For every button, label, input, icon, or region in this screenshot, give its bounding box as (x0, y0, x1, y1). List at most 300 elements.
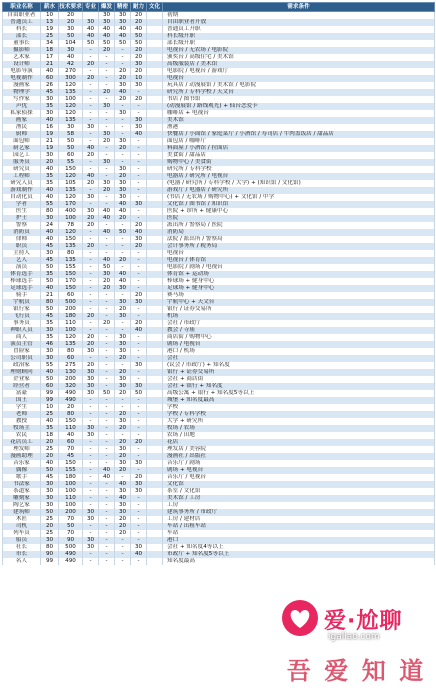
stat-cell (147, 313, 163, 320)
stat-cell: - (131, 432, 147, 439)
stat-cell: 30 (83, 124, 99, 131)
table-row (3, 453, 435, 460)
stat-cell: 20 (131, 19, 147, 26)
table-row (3, 89, 435, 96)
stat-cell: 30 (83, 376, 99, 383)
condition-cell: 美术馆 (163, 117, 435, 124)
column-header: 耐力 (131, 3, 147, 12)
stat-cell (147, 257, 163, 264)
condition-cell: 部长级升职 (163, 40, 435, 47)
stat-cell: - (99, 61, 115, 68)
stat-cell (147, 103, 163, 110)
stat-cell: - (83, 96, 99, 103)
stat-cell: 30 (59, 124, 83, 131)
job-name-cell: 电影导演 (3, 68, 41, 75)
table-row (3, 117, 435, 124)
table-body (3, 12, 435, 566)
header-row (3, 3, 435, 12)
stat-cell: - (99, 425, 115, 432)
stat-cell: - (131, 250, 147, 257)
condition-cell: 咖啡店 + 电视台 (163, 110, 435, 117)
stat-cell (147, 152, 163, 159)
table-row (3, 180, 435, 187)
table-row (3, 488, 435, 495)
stat-cell: 170 (59, 201, 83, 208)
stat-cell: 10 (41, 404, 59, 411)
stat-cell: - (131, 257, 147, 264)
stat-cell: 150 (59, 418, 83, 425)
stat-cell (147, 439, 163, 446)
stat-cell: 104 (59, 40, 83, 47)
stat-cell: 70 (59, 446, 83, 453)
stat-cell (147, 250, 163, 257)
stat-cell: 18 (41, 47, 59, 54)
stat-cell: - (131, 145, 147, 152)
stat-cell: 40 (41, 460, 59, 467)
stat-cell: - (131, 509, 147, 516)
stat-cell: - (115, 558, 131, 565)
stat-cell: 30 (83, 544, 99, 551)
stat-cell: - (99, 516, 115, 523)
condition-cell: 美食街 / 甜品店 (163, 152, 435, 159)
table-row (3, 299, 435, 306)
stat-cell: - (83, 530, 99, 537)
stat-cell: 40 (131, 327, 147, 334)
stat-cell: - (83, 278, 99, 285)
stat-cell: 20 (59, 404, 83, 411)
stat-cell: - (115, 537, 131, 544)
stat-cell: 180 (59, 474, 83, 481)
stat-cell: - (99, 551, 115, 558)
job-name-cell: 牧场主 (3, 425, 41, 432)
stat-cell: 35 (41, 173, 59, 180)
condition-cell: 学校 (163, 404, 435, 411)
table-row (3, 40, 435, 47)
table-row (3, 159, 435, 166)
condition-cell: 茶室 / 文化馆 (163, 488, 435, 495)
condition-cell: 会社 / 市政厅 (163, 320, 435, 327)
job-name-cell: 声优 (3, 103, 41, 110)
stat-cell: - (131, 397, 147, 404)
table-row (3, 474, 435, 481)
stat-cell (147, 124, 163, 131)
table-row (3, 257, 435, 264)
job-name-cell: 国王 (3, 397, 41, 404)
stat-cell: 40 (115, 278, 131, 285)
stat-cell: - (83, 47, 99, 54)
job-name-cell: 消防员 (3, 229, 41, 236)
job-name-cell: 普通员工 (3, 19, 41, 26)
stat-cell: - (115, 103, 131, 110)
stat-cell: 25 (41, 411, 59, 418)
table-row (3, 481, 435, 488)
stat-cell: 40 (59, 54, 83, 61)
stat-cell: - (83, 453, 99, 460)
stat-cell (147, 558, 163, 565)
stat-cell: - (83, 320, 99, 327)
stat-cell (147, 138, 163, 145)
stat-cell: 100 (59, 327, 83, 334)
condition-cell: (议会 / 市政厅) + 知名度 (163, 362, 435, 369)
stat-cell: - (131, 341, 147, 348)
table-row (3, 362, 435, 369)
job-name-cell: 律师 (3, 236, 41, 243)
stat-cell (147, 334, 163, 341)
stat-cell: 40 (99, 257, 115, 264)
stat-cell: 20 (131, 320, 147, 327)
table-row (3, 285, 435, 292)
condition-cell: 研究所 / 专科学校 (163, 166, 435, 173)
stat-cell: 70 (59, 530, 83, 537)
stat-cell: - (83, 495, 99, 502)
stat-cell: 50 (115, 40, 131, 47)
stat-cell: - (83, 397, 99, 404)
condition-cell: 电器店 / 研究所 / 电视台 (163, 173, 435, 180)
stat-cell: - (115, 47, 131, 54)
stat-cell: - (99, 96, 115, 103)
stat-cell: 20 (131, 222, 147, 229)
stat-cell: 20 (115, 96, 131, 103)
stat-cell: 20 (131, 47, 147, 54)
stat-cell: - (83, 166, 99, 173)
stat-cell: 270 (59, 68, 83, 75)
watermark-char: 爱 (324, 656, 349, 685)
stat-cell: 490 (59, 551, 83, 558)
stat-cell (147, 432, 163, 439)
table-row (3, 47, 435, 54)
watermark-char: 道 (399, 656, 424, 685)
stat-cell: 20 (131, 474, 147, 481)
stat-cell: 500 (59, 299, 83, 306)
heart-logo-icon (280, 598, 320, 638)
stat-cell: - (131, 215, 147, 222)
job-name-cell: 建筑师 (3, 509, 41, 516)
stat-cell (147, 369, 163, 376)
stat-cell: 30 (115, 383, 131, 390)
table-row (3, 26, 435, 33)
condition-cell: 医院 (163, 215, 435, 222)
stat-cell: - (115, 474, 131, 481)
table-row (3, 68, 435, 75)
stat-cell: 50 (41, 376, 59, 383)
job-name-cell: 渔民 (3, 124, 41, 131)
stat-cell: 50 (41, 264, 59, 271)
stat-cell: - (83, 257, 99, 264)
stat-cell: 30 (41, 348, 59, 355)
stat-cell: 17 (41, 54, 59, 61)
stat-cell: - (131, 264, 147, 271)
column-header: 爆发 (99, 3, 115, 12)
stat-cell (147, 33, 163, 40)
stat-cell: 70 (59, 516, 83, 523)
stat-cell: - (99, 530, 115, 537)
job-name-cell: 董事长 (3, 40, 41, 47)
stat-cell: 50 (59, 145, 83, 152)
table-row (3, 33, 435, 40)
table-row (3, 152, 435, 159)
stat-cell: 30 (115, 285, 131, 292)
stat-cell: - (99, 124, 115, 131)
stat-cell: - (115, 54, 131, 61)
stat-cell: - (99, 54, 115, 61)
stat-cell: - (131, 89, 147, 96)
stat-cell: 20 (115, 439, 131, 446)
stat-cell (147, 222, 163, 229)
table-row (3, 502, 435, 509)
stat-cell: 45 (41, 243, 59, 250)
stat-cell: - (83, 250, 99, 257)
stat-cell: 30 (83, 516, 99, 523)
stat-cell: 40 (41, 68, 59, 75)
stat-cell: 120 (59, 82, 83, 89)
job-name-cell: 社长 (3, 544, 41, 551)
stat-cell: 40 (115, 201, 131, 208)
stat-cell: - (83, 89, 99, 96)
stat-cell: 99 (41, 558, 59, 565)
stat-cell (147, 187, 163, 194)
job-name-cell: 电视制作 (3, 75, 41, 82)
stat-cell (147, 481, 163, 488)
stat-cell: - (115, 397, 131, 404)
stat-cell (147, 166, 163, 173)
stat-cell (147, 180, 163, 187)
stat-cell: 90 (59, 537, 83, 544)
stat-cell: 30 (83, 208, 99, 215)
stat-cell: - (83, 68, 99, 75)
job-name-cell: 演员 (3, 264, 41, 271)
stat-cell: - (131, 103, 147, 110)
condition-cell: 玩具店 / 动漫展馆 / 美术馆 / 电影院 (163, 82, 435, 89)
stat-cell (147, 110, 163, 117)
stat-cell: 90 (41, 551, 59, 558)
stat-cell: 40 (41, 285, 59, 292)
stat-cell: 30 (41, 502, 59, 509)
job-name-cell: 写作家 (3, 96, 41, 103)
stat-cell: - (83, 467, 99, 474)
stat-cell: 40 (131, 26, 147, 33)
stat-cell (147, 40, 163, 47)
table-row (3, 82, 435, 89)
stat-cell: - (131, 502, 147, 509)
job-name-cell: 音乐家 (3, 460, 41, 467)
job-name-cell: 研究人员 (3, 180, 41, 187)
job-name-cell: 雕刻家 (3, 495, 41, 502)
stat-cell: 50 (41, 278, 59, 285)
table-row (3, 495, 435, 502)
stat-cell: 20 (115, 257, 131, 264)
stat-cell: - (83, 271, 99, 278)
condition-cell: 剧场 + 电视台 (163, 467, 435, 474)
job-name-cell: 木匠 (3, 516, 41, 523)
table-row (3, 320, 435, 327)
stat-cell: 20 (99, 138, 115, 145)
condition-cell: 音乐厅 / 电视台 (163, 474, 435, 481)
stat-cell (147, 446, 163, 453)
job-name-cell: 陶艺家 (3, 502, 41, 509)
stat-cell: 30 (115, 502, 131, 509)
stat-cell: - (83, 54, 99, 61)
stat-cell: 30 (83, 19, 99, 26)
stat-cell: - (99, 537, 115, 544)
stat-cell: 130 (59, 369, 83, 376)
stat-cell: 30 (115, 341, 131, 348)
stat-cell: 30 (41, 110, 59, 117)
column-header: 薪水 (41, 3, 59, 12)
stat-cell: 30 (115, 110, 131, 117)
stat-cell: 18 (41, 432, 59, 439)
stat-cell: 30 (83, 432, 99, 439)
stat-cell: - (131, 369, 147, 376)
watermark (280, 596, 430, 686)
job-name-cell: 神职人员 (3, 327, 41, 334)
stat-cell: - (131, 376, 147, 383)
stat-cell: 100 (59, 215, 83, 222)
job-name-cell: 花店员工 (3, 439, 41, 446)
stat-cell: 50 (41, 306, 59, 313)
table-row (3, 551, 435, 558)
stat-cell: 50 (59, 138, 83, 145)
watermark-char: 吾 (286, 656, 311, 685)
table-row (3, 418, 435, 425)
condition-cell: 文化馆 / 图书馆 / 知识馆 (163, 201, 435, 208)
stat-cell: - (83, 285, 99, 292)
stat-cell: - (115, 117, 131, 124)
stat-cell (147, 271, 163, 278)
stat-cell: 50 (41, 467, 59, 474)
stat-cell: - (99, 243, 115, 250)
stat-cell: - (131, 285, 147, 292)
stat-cell: 275 (59, 362, 83, 369)
job-name-cell: 理财顾问 (3, 369, 41, 376)
stat-cell: 50 (83, 40, 99, 47)
stat-cell: 50 (131, 33, 147, 40)
table-row (3, 292, 435, 299)
table-row (3, 327, 435, 334)
table-row (3, 264, 435, 271)
job-name-cell: 足球选手 (3, 285, 41, 292)
stat-cell: 20 (115, 215, 131, 222)
stat-cell: - (83, 292, 99, 299)
stat-cell: - (99, 145, 115, 152)
stat-cell: 40 (99, 208, 115, 215)
stat-cell: 30 (115, 12, 131, 20)
stat-cell: - (99, 334, 115, 341)
job-name-cell: 市长 (3, 551, 41, 558)
job-name-cell: 职员 (3, 243, 41, 250)
stat-cell (147, 376, 163, 383)
stat-cell: 30 (83, 390, 99, 397)
condition-cell: 赛马场 (163, 292, 435, 299)
stat-cell: - (83, 558, 99, 565)
condition-cell: 银行 / 证券交易所 (163, 306, 435, 313)
stat-cell: - (99, 201, 115, 208)
stat-cell: 30 (131, 299, 147, 306)
stat-cell: - (99, 110, 115, 117)
stat-cell (147, 362, 163, 369)
stat-cell: 50 (99, 40, 115, 47)
stat-cell: 40 (115, 26, 131, 33)
stat-cell: 150 (59, 460, 83, 467)
stat-cell: 30 (83, 509, 99, 516)
stat-cell: - (83, 110, 99, 117)
stat-cell: 30 (131, 236, 147, 243)
condition-cell: 农场 / 田地 (163, 432, 435, 439)
table-row (3, 110, 435, 117)
job-name-cell: 工程师 (3, 173, 41, 180)
stat-cell: 20 (41, 439, 59, 446)
table-row (3, 544, 435, 551)
stat-cell (147, 341, 163, 348)
stat-cell: 55 (59, 159, 83, 166)
condition-cell: 会计事务所 / 税务局 (163, 243, 435, 250)
stat-cell: 40 (131, 131, 147, 138)
stat-cell: 80 (41, 544, 59, 551)
stat-cell: 20 (83, 362, 99, 369)
stat-cell: 135 (59, 89, 83, 96)
stat-cell: 30 (83, 425, 99, 432)
stat-cell: 30 (99, 19, 115, 26)
stat-cell: 100 (59, 488, 83, 495)
column-header: 需求条件 (163, 3, 435, 12)
stat-cell: 20 (83, 243, 99, 250)
stat-cell: 60 (59, 355, 83, 362)
stat-cell: - (83, 236, 99, 243)
stat-cell: 24 (41, 222, 59, 229)
condition-cell: 会社 + 知名度4等以上 (163, 544, 435, 551)
stat-cell: 20 (115, 306, 131, 313)
stat-cell: 60 (59, 439, 83, 446)
stat-cell: 35 (41, 425, 59, 432)
stat-cell: 50 (115, 229, 131, 236)
stat-cell: 25 (41, 446, 59, 453)
condition-cell: 书店 / 图书馆 (163, 96, 435, 103)
stat-cell: - (131, 523, 147, 530)
stat-cell: 20 (99, 278, 115, 285)
stat-cell: 30 (131, 61, 147, 68)
job-name-cell: 漫画助理 (3, 453, 41, 460)
stat-cell: - (115, 222, 131, 229)
condition-cell: 牧场 / 农场 (163, 425, 435, 432)
table-row (3, 243, 435, 250)
stat-cell: 10 (131, 75, 147, 82)
stat-cell: 19 (41, 131, 59, 138)
stat-cell (147, 418, 163, 425)
stat-cell (147, 306, 163, 313)
stat-cell: 30 (83, 383, 99, 390)
job-name-cell: 船员 (3, 537, 41, 544)
stat-cell (147, 327, 163, 334)
stat-cell: 135 (59, 257, 83, 264)
table-row (3, 222, 435, 229)
stat-cell (147, 383, 163, 390)
stat-cell (147, 390, 163, 397)
stat-cell: - (99, 327, 115, 334)
stat-cell (147, 96, 163, 103)
table-row (3, 355, 435, 362)
stat-cell: 50 (99, 390, 115, 397)
table-row (3, 194, 435, 201)
stat-cell: 30 (41, 215, 59, 222)
stat-cell: 40 (115, 208, 131, 215)
stat-cell: - (115, 544, 131, 551)
stat-cell (147, 12, 163, 20)
stat-cell: - (83, 474, 99, 481)
condition-cell: 宇航中心 + 天文台 (163, 299, 435, 306)
table-row (3, 558, 435, 565)
stat-cell (147, 61, 163, 68)
stat-cell: 30 (115, 376, 131, 383)
stat-cell: 180 (59, 313, 83, 320)
